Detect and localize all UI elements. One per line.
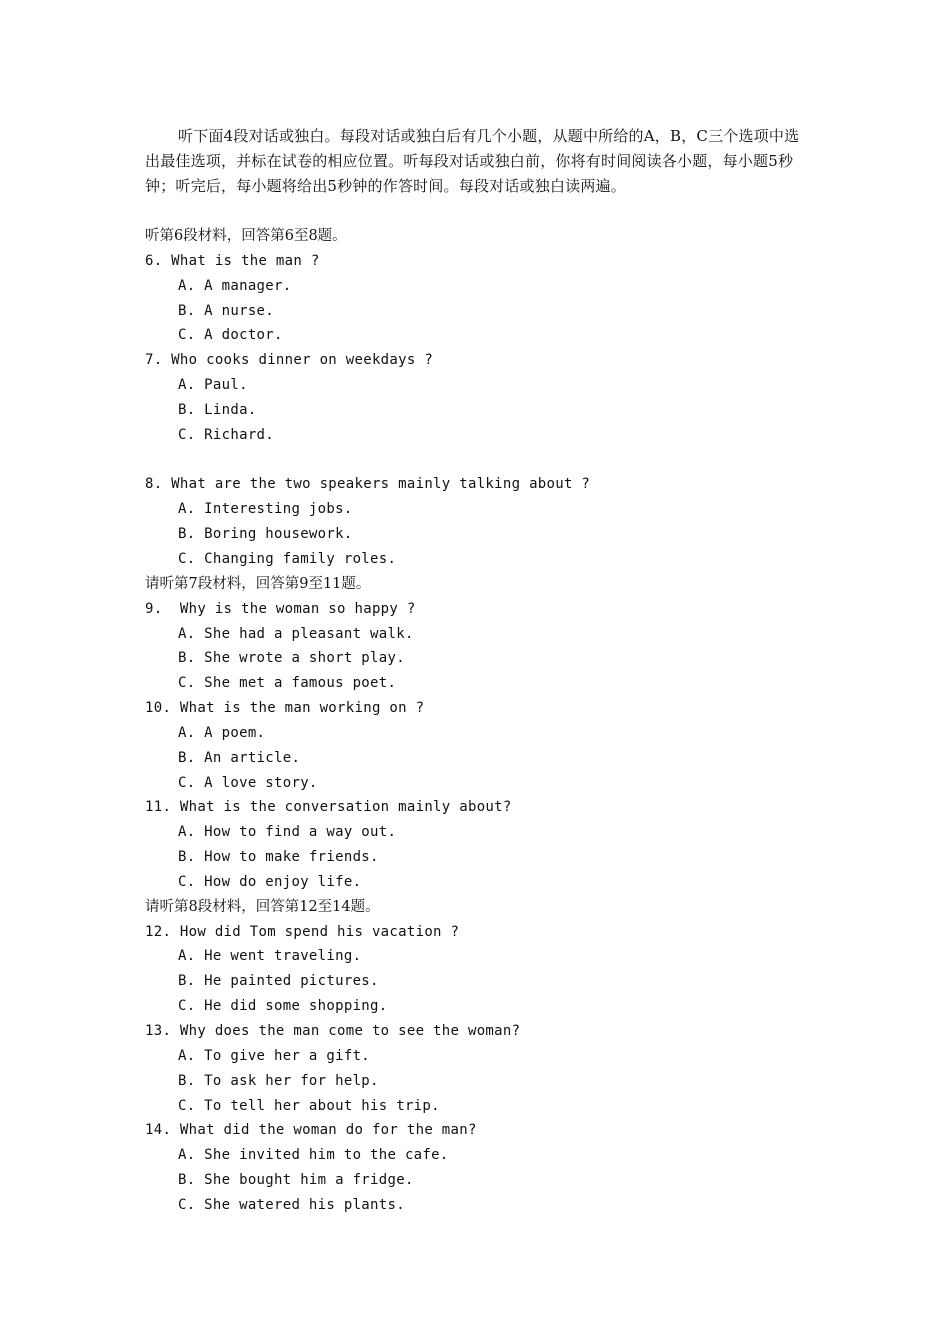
question-stem: 9. Why is the woman so happy ? (145, 600, 416, 617)
question-stem: 8. What are the two speakers mainly talking about ? (145, 476, 591, 493)
answer-option: C. She watered his plants. (178, 1196, 405, 1213)
section-heading: 请听第7段材料，回答第9至11题。 (145, 575, 371, 592)
answer-option: B. To ask her for help. (178, 1072, 379, 1089)
question-stem: 14. What did the woman do for the man? (145, 1122, 477, 1139)
answer-option: B. Linda. (178, 401, 257, 418)
answer-option: B. How to make friends. (178, 849, 379, 866)
answer-option: A. A manager. (178, 277, 292, 294)
question-stem: 7. Who cooks dinner on weekdays ? (145, 352, 434, 369)
answer-option: A. She had a pleasant walk. (178, 625, 414, 642)
question-stem: 11. What is the conversation mainly about? (145, 799, 512, 816)
answer-option: C. To tell her about his trip. (178, 1097, 440, 1114)
answer-option: C. A love story. (178, 774, 318, 791)
question-stem: 12. How did Tom spend his vacation ? (145, 923, 460, 940)
answer-option: A. She invited him to the cafe. (178, 1147, 449, 1164)
section-heading: 请听第8段材料，回答第12至14题。 (145, 898, 380, 915)
answer-option: B. She bought him a fridge. (178, 1172, 414, 1189)
answer-option: A. To give her a gift. (178, 1047, 371, 1064)
answer-option: C. A doctor. (178, 327, 283, 344)
section-heading: 听第6段材料，回答第6至8题。 (145, 228, 347, 244)
answer-option: C. He did some shopping. (178, 998, 388, 1015)
question-stem: 6. What is the man ? (145, 252, 320, 269)
answer-option: B. Boring housework. (178, 526, 353, 543)
answer-option: C. How do enjoy life. (178, 873, 362, 890)
question-stem: 13. Why does the man come to see the woman? (145, 1023, 521, 1039)
answer-option: C. She met a famous poet. (178, 675, 397, 692)
answer-option: B. She wrote a short play. (178, 650, 405, 667)
blank-line (145, 448, 825, 473)
listening-instructions: 听下面4段对话或独白。每段对话或独白后有几个小题，从题中所给的A，B，C三个选项中选出最佳选项，并标在试卷的相应位置。听每段对话或独白前，你将有时间阅读各小题，每小题5秒钟；听完后，每小题将给出5秒钟的作答时间。每段对话或独白读两遍。 (145, 127, 800, 195)
answer-option: B. He painted pictures. (178, 973, 379, 990)
question-list (145, 224, 825, 1218)
answer-option: A. Interesting jobs. (178, 501, 353, 518)
answer-option: B. An article. (178, 749, 301, 766)
answer-option: A. A poem. (178, 724, 266, 741)
answer-option: A. Paul. (178, 377, 248, 394)
answer-option: C. Changing family roles. (178, 550, 397, 567)
question-stem: 10. What is the man working on ? (145, 700, 425, 717)
answer-option: C. Richard. (178, 426, 275, 443)
answer-option: B. A nurse. (178, 302, 275, 319)
answer-option: A. How to find a way out. (178, 824, 397, 841)
answer-option: A. He went traveling. (178, 948, 362, 965)
